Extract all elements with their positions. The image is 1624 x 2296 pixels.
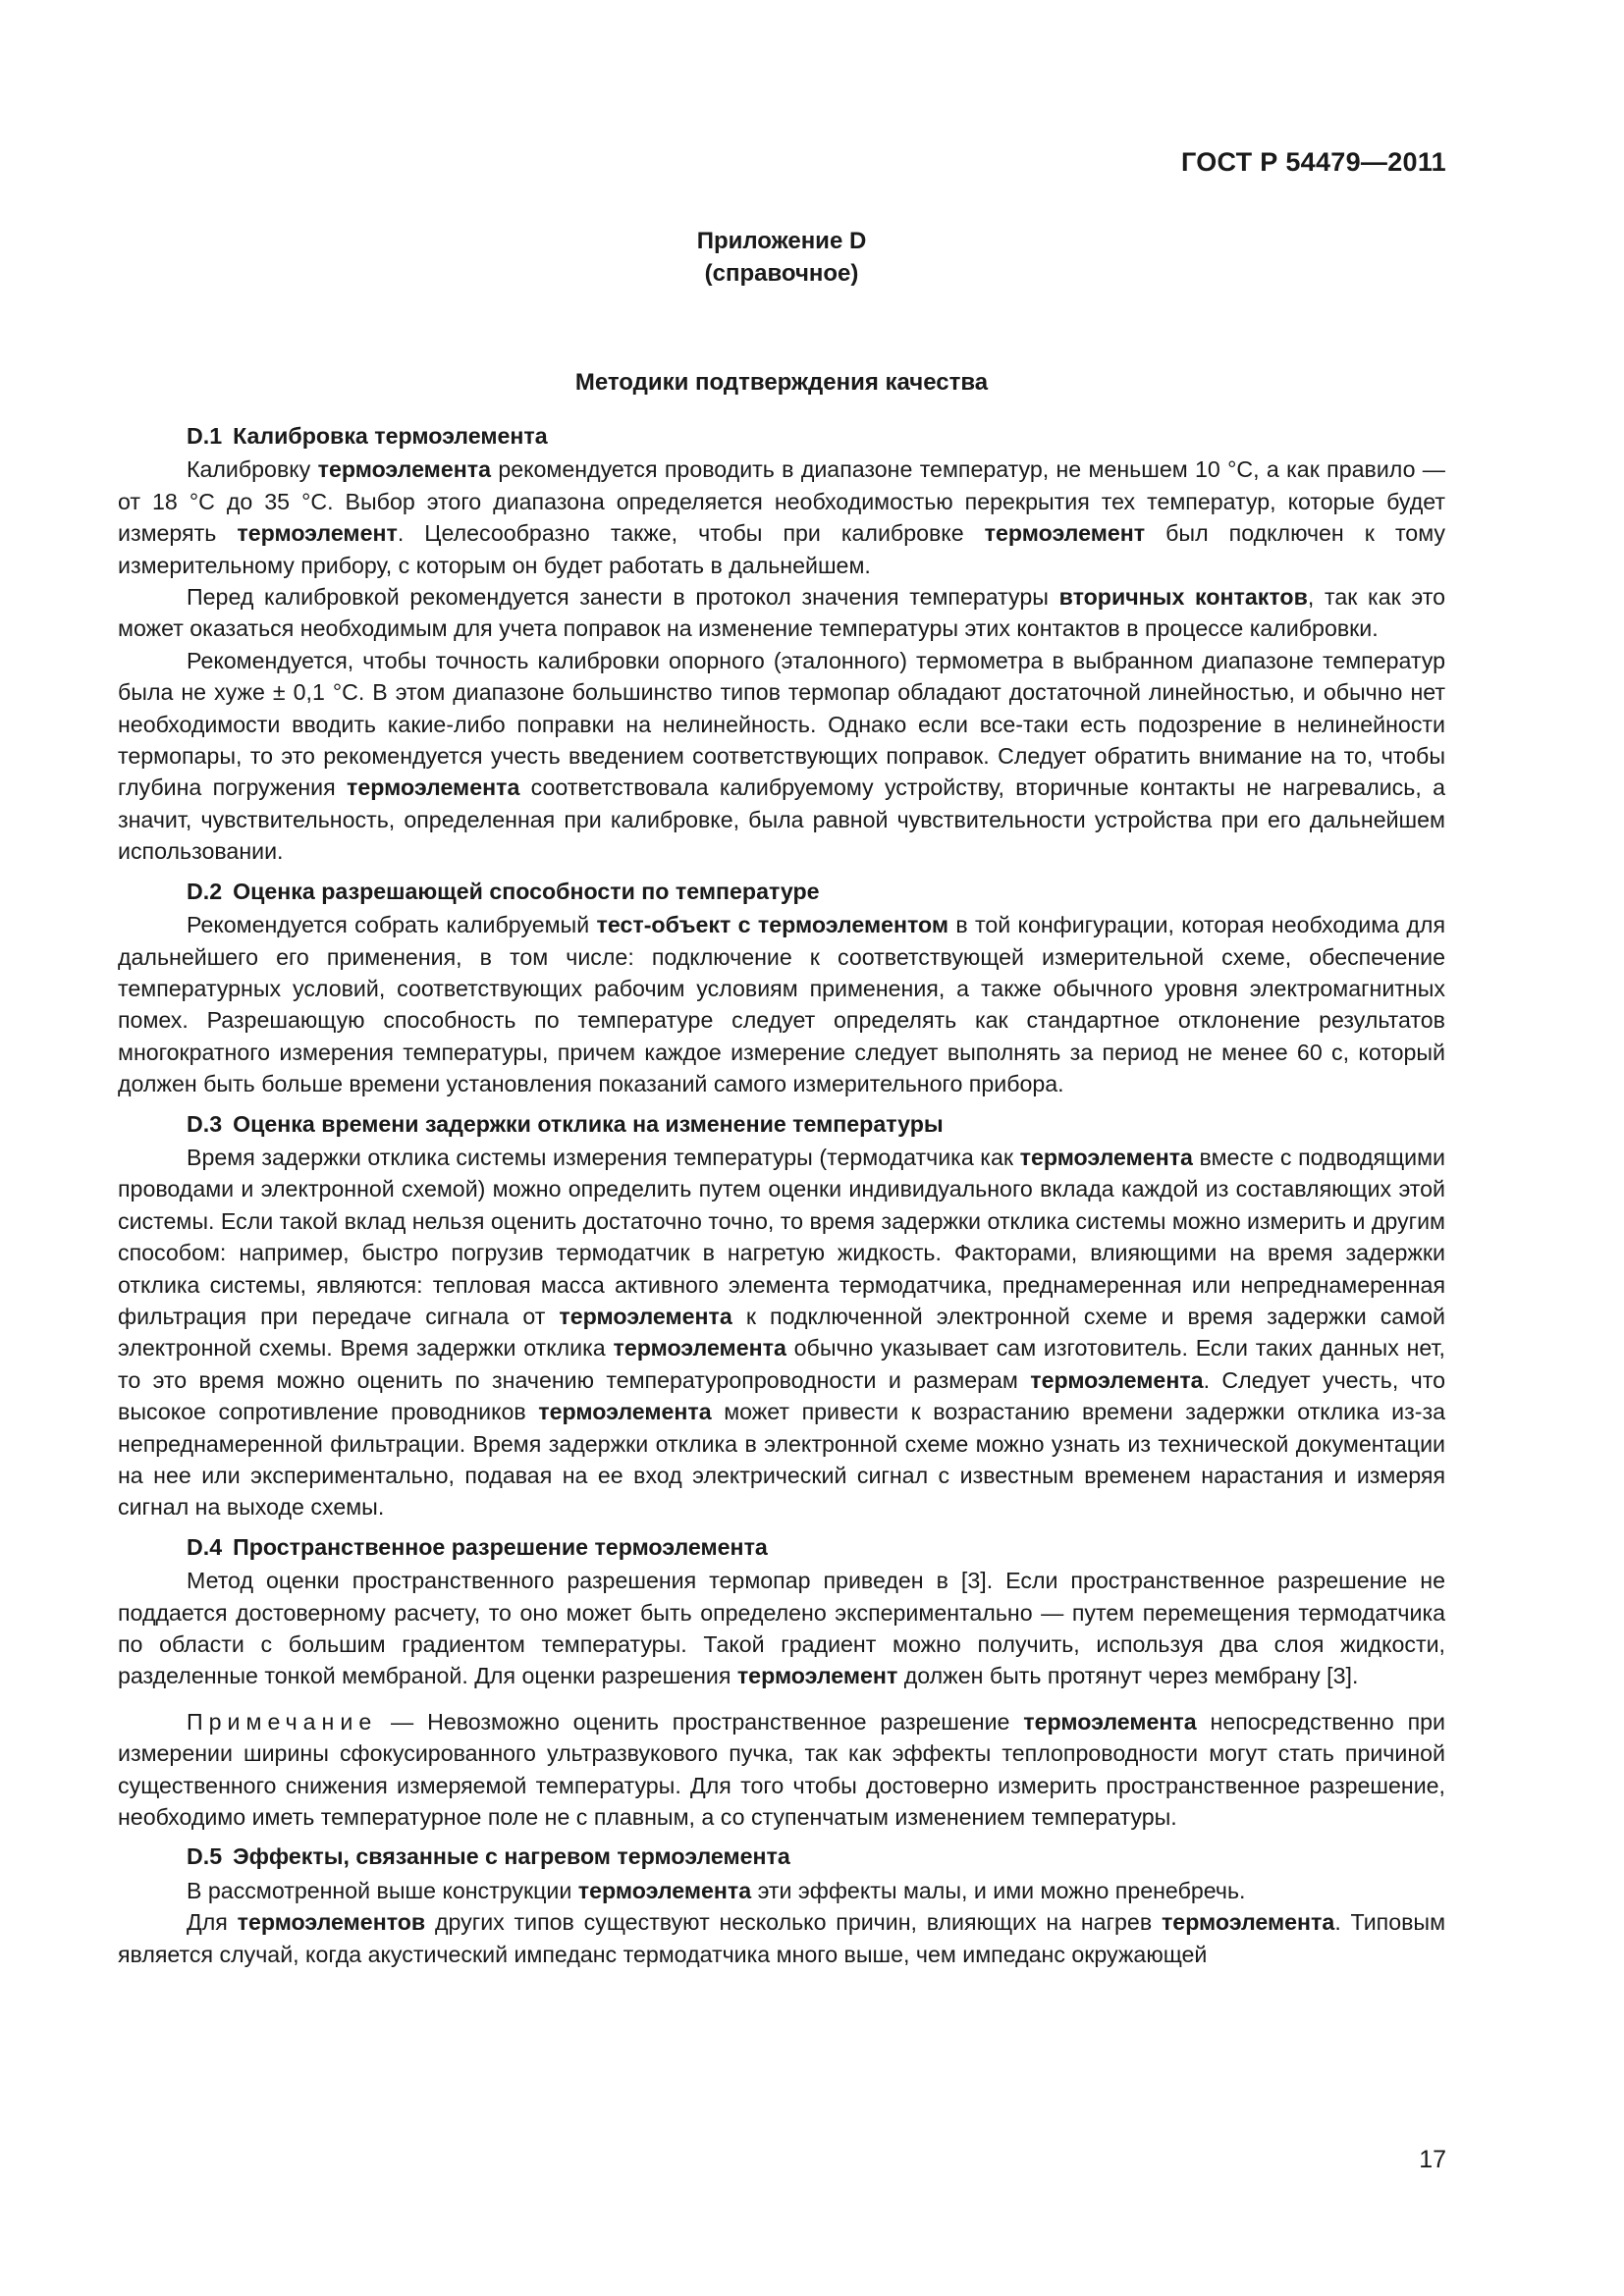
paragraph — [118, 1875, 1445, 1906]
text-run: обычно указывает сам изготовитель. Если таких данных нет, то это время можно оценить по значению температуропроводности и размерам — [118, 1335, 1445, 1393]
text-run: Для — [187, 1909, 238, 1936]
text-run: Метод оценки пространственного разрешения термопар приведен в [3]. Если пространственное разрешение не поддается достоверному расчету, то оно может быть определено экспериментально — путем перемещения термодатчика по области с большим градиентом температуры. Такой градиент можно получить, используя два слоя жидкости, разделенные тонкой мембраной. Для оценки разрешения — [118, 1568, 1445, 1689]
bold-term: термоэлемент — [237, 520, 398, 547]
bold-term: термоэлемента — [1030, 1366, 1204, 1393]
bold-term: термоэлемент — [736, 1663, 898, 1689]
paragraph — [118, 1142, 1445, 1523]
text-run: . Следует учесть, что высокое сопротивление проводников — [118, 1366, 1445, 1425]
appendix-title: Приложение D — [696, 228, 867, 254]
bold-term: термоэлемента — [538, 1399, 712, 1425]
bold-term: термоэлемента — [1019, 1144, 1193, 1170]
section-number: D.4 — [187, 1533, 223, 1560]
section-heading-text: Оценка разрешающей способности по температуре — [233, 878, 820, 904]
bold-term: термоэлемента — [1023, 1708, 1197, 1735]
section-heading-text: Эффекты, связанные с нагревом термоэлемента — [233, 1843, 790, 1870]
text-run: соответствовала калибруемому устройству, вторичные контакты не нагревались, а значит, чувствительность, определенная при калибровке, была равной чувствительности устройства при его дальнейшем использовании. — [118, 774, 1445, 865]
paragraph — [118, 454, 1445, 581]
text-run: в той конфигурации, которая необходима для дальнейшего его применения, в том числе: подключение к соответствующей измерительной схеме, обеспечение температурных условий, соответствующих рабочим условиям применения, а также обычного уровня электромагнитных помех. Разрешающую способность по температуре следует определять как стандартное отклонение результатов многократного измерения температуры, причем каждое измерение следует выполнять за период не менее 60 с, который должен быть больше времени установления показаний самого измерительного прибора. — [118, 912, 1445, 1097]
section-heading-text: Оценка времени задержки отклика на изменение температуры — [233, 1110, 944, 1137]
text-run: , так как это может оказаться необходимым для учета поправок на изменение температуры этих контактов в процессе калибровки. — [118, 584, 1445, 642]
paragraph — [118, 1565, 1445, 1692]
section-heading-text: Калибровка термоэлемента — [233, 423, 548, 449]
bold-term: термоэлементов — [237, 1909, 426, 1936]
text-run: Перед калибровкой рекомендуется занести в протокол значения температуры — [187, 584, 1059, 611]
text-run: Рекомендуется, чтобы точность калибровки опорного (эталонного) термометра в выбранном диапазоне температур была не хуже ± 0,1 °С. В этом диапазоне большинство типов термопар обладают достаточной линейностью, и обычно нет необходимости вводить какие-либо поправки на нелинейность. Однако если все-таки есть подозрение в нелинейности термопары, то это рекомендуется учесть введением соответствующих поправок. Следует обратить внимание на то, чтобы глубина погружения — [118, 647, 1445, 801]
section-heading — [118, 1108, 1445, 1140]
text-run: . Целесообразно также, чтобы при калибровке — [397, 520, 985, 547]
document-header: ГОСТ Р 54479—2011 — [1180, 147, 1446, 177]
appendix-heading — [118, 225, 1445, 290]
section-heading — [118, 876, 1445, 907]
text-run: к подключенной электронной схеме и время задержки самой электронной схемы. Время задержки отклика — [118, 1303, 1445, 1362]
bold-term: термоэлемента — [613, 1335, 786, 1362]
bold-term: термоэлемента — [559, 1303, 732, 1329]
section-number: D.1 — [187, 423, 223, 449]
document-body — [118, 225, 1445, 1970]
bold-term: вторичных контактов — [1058, 584, 1308, 611]
paragraph — [118, 909, 1445, 1099]
note-label: Примечание — [187, 1708, 378, 1735]
appendix-subtitle: (справочное) — [704, 260, 859, 287]
paragraph — [118, 1906, 1445, 1970]
note-paragraph — [118, 1706, 1445, 1834]
bold-term: термоэлемента — [577, 1877, 752, 1903]
text-run: эти эффекты малы, и ими можно пренебречь. — [751, 1877, 1246, 1903]
bold-term: тест-объект с термоэлементом — [596, 912, 949, 938]
paragraph — [118, 581, 1445, 645]
section-number: D.3 — [187, 1110, 223, 1137]
text-run: был подключен к тому измерительному прибору, с которым он будет работать в дальнейшем. — [118, 520, 1445, 578]
sections-container — [118, 420, 1445, 1970]
text-run: Рекомендуется собрать калибруемый — [187, 912, 597, 938]
bold-term: термоэлемент — [984, 520, 1146, 547]
text-run: В рассмотренной выше конструкции — [187, 1877, 578, 1903]
section-title: Методики подтверждения качества — [574, 369, 989, 396]
text-run: должен быть протянут через мембрану [3]. — [897, 1663, 1359, 1689]
section-number: D.2 — [187, 878, 223, 904]
text-run: непосредственно при измерении ширины сфокусированного ультразвукового пучка, так как эффекты теплопроводности могут стать причиной существенного снижения измеряемой температуры. Для того чтобы достоверно измерить пространственное разрешение, необходимо иметь температурное поле не с плавным, а со ступенчатым изменением температуры. — [118, 1708, 1445, 1831]
text-run: . Типовым является случай, когда акустический импеданс термодатчика много выше, чем импеданс окружающей — [118, 1909, 1446, 1967]
bold-term: термоэлемента — [317, 456, 491, 483]
text-run: Время задержки отклика системы измерения температуры (термодатчика как — [187, 1144, 1020, 1170]
section-heading — [118, 420, 1445, 452]
page-number: 17 — [1419, 2146, 1446, 2173]
section-heading — [118, 1531, 1445, 1563]
section-number: D.5 — [187, 1843, 223, 1870]
text-run: Калибровку — [187, 456, 318, 483]
paragraph — [118, 645, 1445, 868]
section-heading-text: Пространственное разрешение термоэлемента — [233, 1533, 768, 1560]
bold-term: термоэлемента — [1161, 1909, 1335, 1936]
text-run: вместе с подводящими проводами и электронной схемой) можно определить путем оценки индивидуального вклада каждой из составляющих этой системы. Если такой вклад нельзя оценить достаточно точно, то время задержки отклика системы можно измерить и другим способом: например, быстро погрузив термодатчик в нагретую жидкость. Факторами, влияющими на время задержки отклика системы, являются: тепловая масса активного элемента термодатчика, преднамеренная или непреднамеренная фильтрация при передаче сигнала от — [118, 1144, 1445, 1329]
section-heading — [118, 1841, 1445, 1872]
text-run: других типов существуют несколько причин, влияющих на нагрев — [425, 1909, 1162, 1936]
text-run: может привести к возрастанию времени задержки отклика из-за непреднамеренной фильтрации. Время задержки отклика в электронной схеме можно узнать из технической документации на нее или экспериментально, подавая на ее вход электрический сигнал с известным временем нарастания и измеряя сигнал на выходе схемы. — [118, 1399, 1446, 1521]
text-run: — Невозможно оценить пространственное разрешение — [377, 1708, 1024, 1735]
text-run: рекомендуется проводить в диапазоне температур, не меньшем 10 °С, а как правило — от 18 °С до 35 °С. Выбор этого диапазона определяется необходимостью перекрытия тех температур, которые будет измерять — [118, 456, 1445, 547]
bold-term: термоэлемента — [347, 774, 520, 801]
